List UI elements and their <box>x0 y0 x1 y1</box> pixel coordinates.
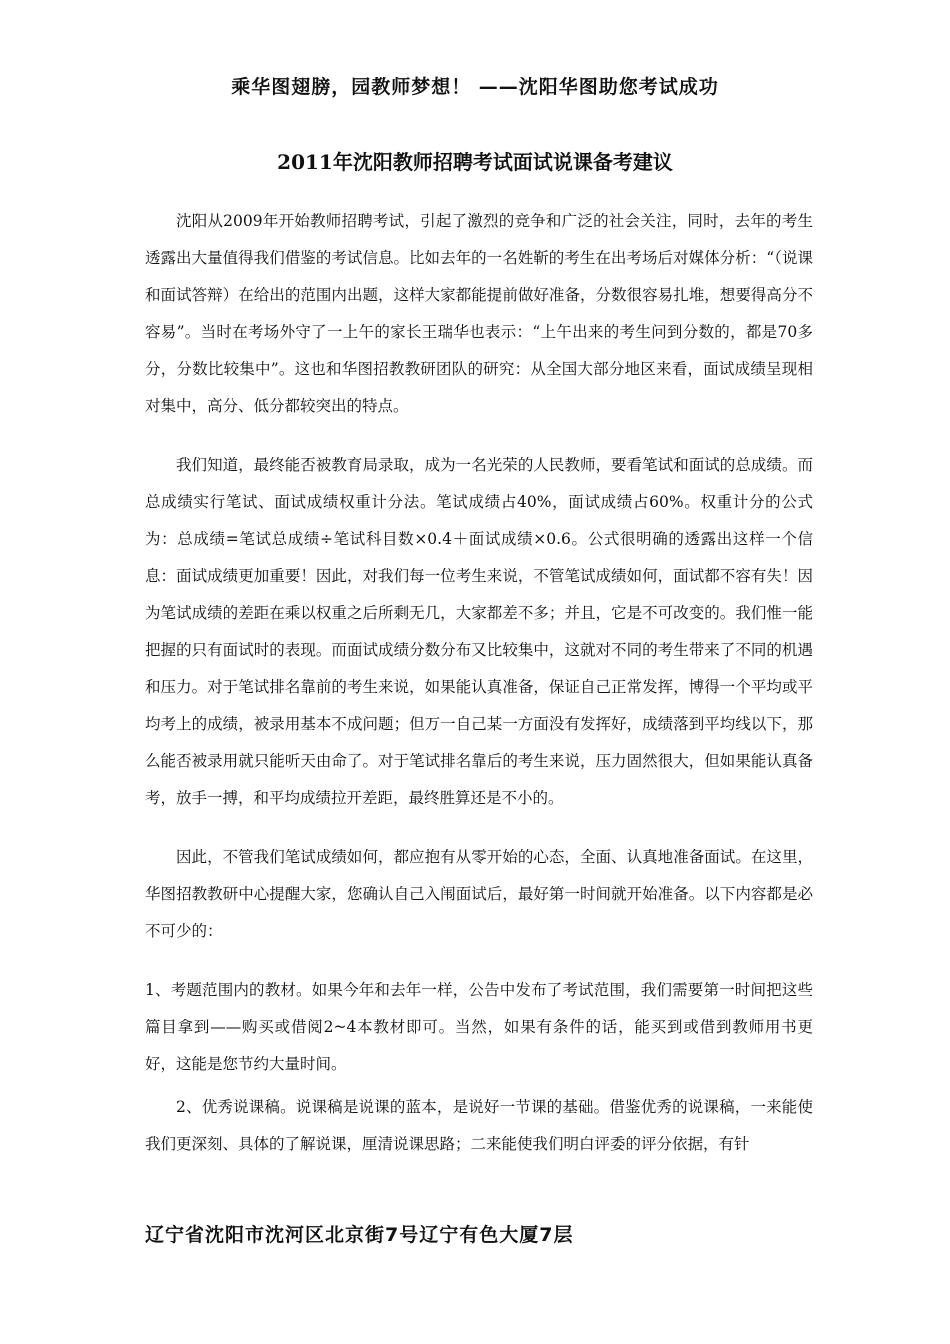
document-body <box>145 203 813 1163</box>
paragraph-scoring: 我们知道，最终能否被教育局录取，成为一名光荣的人民教师，要看笔试和面试的总成绩。而总成绩实行笔试、面试成绩权重计分法。笔试成绩占40%，面试成绩占60%。权重计分的公式为：总成绩=笔试总成绩÷笔试科目数×0.4＋面试成绩×0.6。公式很明确的透露出这样一个信息：面试成绩更加重要！因此，对我们每一位考生来说，不管笔试成绩如何，面试都不容有失！因为笔试成绩的差距在乘以权重之后所剩无几，大家都差不多；并且，它是不可改变的。我们惟一能把握的只有面试时的表现。而面试成绩分数分布又比较集中，这就对不同的考生带来了不同的机遇和压力。对于笔试排名靠前的考生来说，如果能认真准备，保证自己正常发挥，博得一个平均或平均考上的成绩，被录用基本不成问题；但万一自己某一方面没有发挥好，成绩落到平均线以下，那么能否被录用就只能听天由命了。对于笔试排名靠后的考生来说，压力固然很大，但如果能认真备考，放手一搏，和平均成绩拉开差距，最终胜算还是不小的。 <box>145 456 813 807</box>
footer-address: 辽宁省沈阳市沈河区北京街7号辽宁有色大厦7层 <box>145 1224 574 1246</box>
header-slogan: 乘华图翅膀，园教师梦想！ ——沈阳华图助您考试成功 <box>231 76 719 98</box>
document-title: 2011年沈阳教师招聘考试面试说课备考建议 <box>277 150 673 174</box>
list-item-lecture-scripts: 2、优秀说课稿。说课稿是说课的蓝本，是说好一节课的基础。借鉴优秀的说课稿，一来能使我们更深刻、具体的了解说课，厘清说课思路；二来能使我们明白评委的评分依据，有针 <box>145 1098 813 1153</box>
paragraph-intro: 沈阳从2009年开始教师招聘考试，引起了激烈的竞争和广泛的社会关注，同时，去年的考生透露出大量值得我们借鉴的考试信息。比如去年的一名姓靳的考生在出考场后对媒体分析：“（说课和面试答辩）在给出的范围内出题，这样大家都能提前做好准备，分数很容易扎堆，想要得高分不容易”。当时在考场外守了一上午的家长王瑞华也表示：“上午出来的考生问到分数的，都是70多分，分数比较集中”。这也和华图招教教研团队的研究：从全国大部分地区来看，面试成绩呈现相对集中，高分、低分都较突出的特点。 <box>145 212 813 415</box>
list-item-textbooks: 1、考题范围内的教材。如果今年和去年一样，公告中发布了考试范围，我们需要第一时间把这些篇目拿到——购买或借阅2~4本教材即可。当然，如果有条件的话，能买到或借到教师用书更好，这能是您节约大量时间。 <box>145 981 813 1073</box>
paragraph-preparation: 因此，不管我们笔试成绩如何，都应抱有从零开始的心态，全面、认真地准备面试。在这里，华图招教教研中心提醒大家，您确认自己入闱面试后，最好第一时间就开始准备。以下内容都是必不可少的： <box>145 848 813 940</box>
